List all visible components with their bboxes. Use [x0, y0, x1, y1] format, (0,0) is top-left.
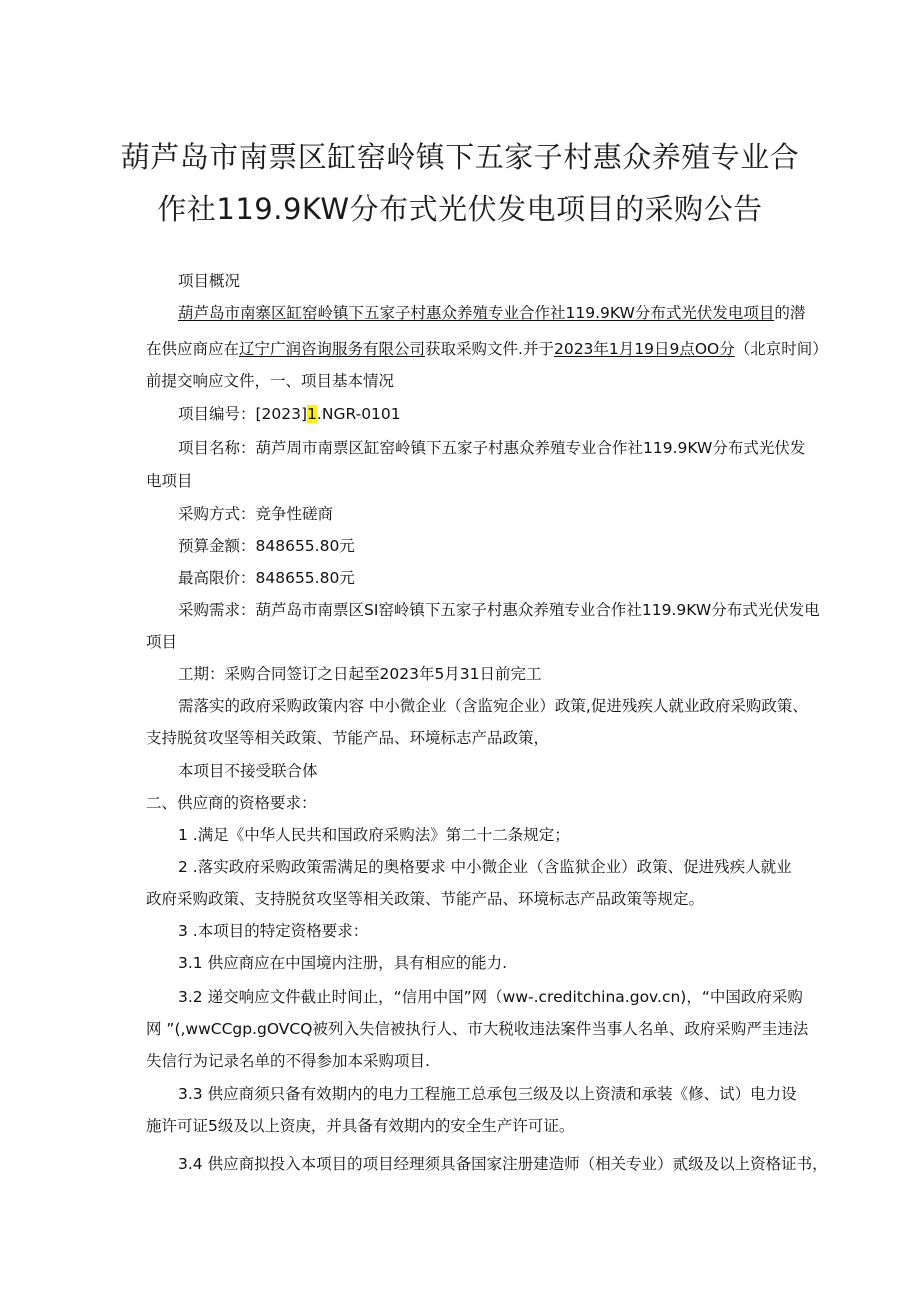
- policy-line-2: 支持脱贫攻坚等相关政策、节能产品、环境标志产品政策，: [146, 729, 550, 747]
- requirement-2-line-2: 政府采购政策、支持脱贫攻坚等相关政策、节能产品、环境标志产品政策等规定。: [146, 890, 705, 908]
- project-number: [178, 402, 838, 424]
- section-2-heading: 二、供应商的资格要求：: [146, 794, 317, 812]
- document-title-line-1: 葫芦岛市南票区缸窑岭镇下五家子村惠众养殖专业合: [120, 140, 800, 174]
- overview-text: 在供应商应在: [146, 340, 240, 358]
- project-name-link[interactable]: 葫芦岛市南寨区缸窑岭镇下五家子村惠众养殖专业合作社119.9KW分布式光伏发电项目: [178, 304, 775, 322]
- project-number-prefix: 项目编号：[2023]: [178, 405, 308, 423]
- requirement-3-1: 3.1 供应商应在中国境内注册，具有相应的能力.: [178, 954, 508, 972]
- overview-paragraph-line-3: 前提交响应文件，一、项目基本情况: [146, 372, 395, 390]
- no-consortium: 本项目不接受联合体: [178, 762, 318, 780]
- requirement-line-1: 采购需求：葫芦岛市南票区SI窑岭镇下五家子村惠众养殖专业合作社119.9KW分布式光伏发电: [178, 601, 820, 619]
- requirement-3: 3 .本项目的特定资格要求：: [178, 922, 369, 940]
- requirement-1: 1 .满足《中华人民共和国政府采购法》第二十二条规定；: [178, 826, 570, 844]
- requirement-3-3-line-2: 施许可证5级及以上资庚，并具备有效期内的安全生产许可证。: [146, 1117, 575, 1135]
- requirement-3-4: 3.4 供应商拟投入本项目的项目经理须具备国家注册建造师（相关专业）贰级及以上资格证书，: [178, 1155, 828, 1173]
- overview-text: （北京时间）: [734, 340, 828, 358]
- requirement-2-line-1: 2 .落实政府采购政策需满足的奥格要求 中小微企业（含监狱企业）政策、促进残疾人就业: [178, 858, 792, 876]
- highlighted-text: 1: [307, 405, 317, 423]
- requirement-3-2-line-1: 3.2 递交响应文件截止时间止，“信用中国”网（ww-.creditchina.gov.cn)，“中国政府采购: [178, 988, 803, 1006]
- overview-heading: 项目概况: [178, 272, 241, 290]
- requirement-3-2-line-2: 网 ”(,wwCCgp.gOVCQ被列入失信被执行人、市大税收违法案件当事人名单、政府采购严圭违法: [146, 1020, 809, 1038]
- requirement-line-2: 项目: [146, 633, 178, 651]
- max-price: 最高限价：848655.80元: [178, 569, 355, 587]
- overview-text: 获取采购文件.并于: [425, 340, 554, 358]
- project-number-suffix: .NGR-0101: [316, 405, 401, 423]
- duration: 工期：采购合同签订之日起至2023年5月31日前完工: [178, 665, 542, 683]
- purchase-method: 采购方式：竞争性磋商: [178, 505, 334, 523]
- agency-link[interactable]: 辽宁广润咨询服务有限公司: [239, 340, 426, 358]
- project-name-line-2: 电项目: [146, 472, 193, 490]
- overview-paragraph-line-1: [178, 301, 838, 323]
- requirement-3-3-line-1: 3.3 供应商须只备有效期内的电力工程施工总承包三级及以上资渍和承装《修、试）电力设: [178, 1085, 797, 1103]
- overview-text: 的潜: [774, 304, 806, 322]
- project-name-line-1: 项目名称：葫芦周市南票区缸窑岭镇下五家子村惠众养殖专业合作社119.9KW分布式光伏发: [178, 439, 806, 457]
- budget-amount: 预算金额：848655.80元: [178, 537, 355, 555]
- overview-paragraph-line-2: [146, 337, 828, 359]
- deadline-link[interactable]: 2023年1月19日9点OO分: [553, 340, 735, 358]
- requirement-3-2-line-3: 失信行为记录名单的不得参加本采购项目.: [146, 1052, 430, 1070]
- document-title-line-2: 作社119.9KW分布式光伏发电项目的采购公告: [157, 192, 763, 226]
- policy-line-1: 需落实的政府采购政策内容 中小微企业（含监宛企业）政策,促进残疾人就业政府采购政策、: [178, 697, 808, 715]
